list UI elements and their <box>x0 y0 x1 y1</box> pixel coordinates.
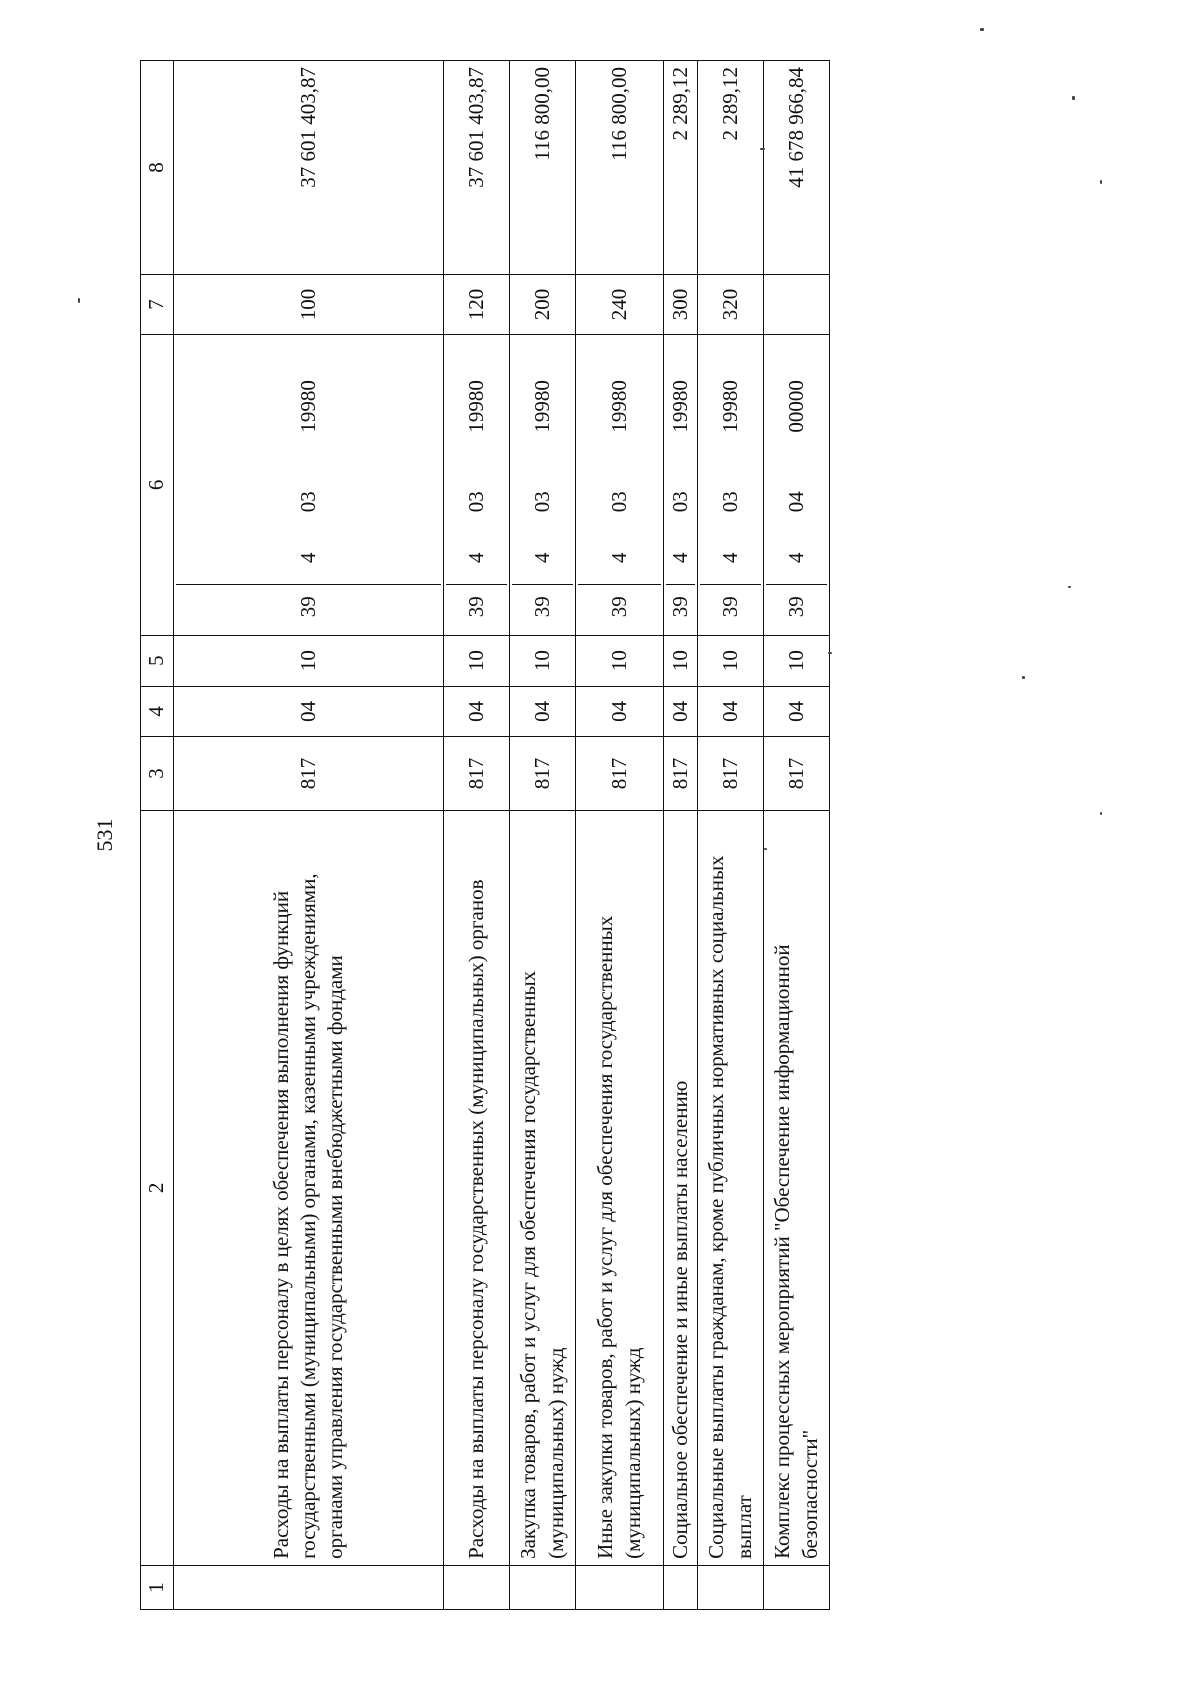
target-article-part: 4 <box>667 552 692 563</box>
scan-speck <box>1068 586 1071 588</box>
ministry-code-cell: 817 <box>510 737 576 811</box>
target-article-part: 19980 <box>463 380 488 433</box>
target-article-part: 39 <box>512 584 573 629</box>
target-article-part: 03 <box>717 491 742 513</box>
table-row <box>698 61 764 1610</box>
target-article-part: 19980 <box>667 380 692 433</box>
target-article-part: 39 <box>446 584 507 629</box>
amount-cell: 116 800,00 <box>510 61 576 275</box>
description-cell: Социальные выплаты гражданам, кроме публичных нормативных социальных выплат <box>698 810 764 1565</box>
target-article-part: 03 <box>529 491 554 513</box>
table-row <box>444 61 510 1610</box>
scan-speck <box>760 148 765 150</box>
target-article-part: 00000 <box>783 380 808 433</box>
header-cell: 8 <box>141 61 174 275</box>
description-cell: Расходы на выплаты персоналу государственных (муниципальных) органов <box>444 810 510 1565</box>
scan-speck <box>1072 96 1075 100</box>
description-cell: Социальное обеспечение и иные выплаты населению <box>664 810 698 1565</box>
description-cell: Комплекс процессных мероприятий "Обеспечение информационной безопасности" <box>764 810 830 1565</box>
scan-speck <box>980 28 984 31</box>
target-article-cell <box>510 335 576 636</box>
expense-type-cell: 240 <box>576 274 664 334</box>
target-article-part: 4 <box>529 552 554 563</box>
target-article-part: 4 <box>295 552 320 563</box>
section-code-cell: 04 <box>664 686 698 737</box>
table-row <box>664 61 698 1610</box>
row-index-cell <box>764 1565 830 1609</box>
amount-cell: 37 601 403,87 <box>444 61 510 275</box>
budget-table-rotated <box>140 60 822 1610</box>
description-cell: Расходы на выплаты персоналу в целях обеспечения выполнения функций государственными (муниципальными) органами, казенными учреждениями, органами управления государственными внебюджетными фондами <box>174 810 444 1565</box>
target-article-part: 19980 <box>717 380 742 433</box>
table-row <box>510 61 576 1610</box>
target-article-part: 39 <box>700 584 761 629</box>
target-article-cell <box>444 335 510 636</box>
target-article-part: 03 <box>463 491 488 513</box>
target-article-part: 39 <box>578 584 661 629</box>
target-article-part: 03 <box>667 491 692 513</box>
description-cell: Закупка товаров, работ и услуг для обеспечения государственных (муниципальных) нужд <box>510 810 576 1565</box>
row-index-cell <box>510 1565 576 1609</box>
target-article-part: 03 <box>606 491 631 513</box>
target-article-cell <box>576 335 664 636</box>
scan-speck <box>78 298 80 303</box>
row-index-cell <box>174 1565 444 1609</box>
ministry-code-cell: 817 <box>576 737 664 811</box>
amount-cell: 116 800,00 <box>576 61 664 275</box>
target-article-cell <box>698 335 764 636</box>
ministry-code-cell: 817 <box>664 737 698 811</box>
subsection-code-cell: 10 <box>664 635 698 686</box>
target-article-part: 03 <box>295 491 320 513</box>
expense-type-cell: 120 <box>444 274 510 334</box>
expense-type-cell: 200 <box>510 274 576 334</box>
budget-table <box>140 60 830 1610</box>
target-article-part: 39 <box>766 584 827 629</box>
expense-type-cell <box>764 274 830 334</box>
target-article-part: 04 <box>783 491 808 513</box>
section-code-cell: 04 <box>576 686 664 737</box>
table-row <box>764 61 830 1610</box>
row-index-cell <box>698 1565 764 1609</box>
table-header-row <box>141 61 174 1610</box>
target-article-part: 4 <box>783 552 808 563</box>
expense-type-cell: 100 <box>174 274 444 334</box>
scan-speck <box>828 652 832 654</box>
section-code-cell: 04 <box>698 686 764 737</box>
section-code-cell: 04 <box>764 686 830 737</box>
subsection-code-cell: 10 <box>174 635 444 686</box>
scan-speck <box>1022 676 1025 679</box>
section-code-cell: 04 <box>444 686 510 737</box>
subsection-code-cell: 10 <box>764 635 830 686</box>
target-article-part: 19980 <box>606 380 631 433</box>
scan-speck <box>1100 180 1102 184</box>
amount-cell: 41 678 966,84 <box>764 61 830 275</box>
expense-type-cell: 320 <box>698 274 764 334</box>
target-article-part: 4 <box>717 552 742 563</box>
page-number: 531 <box>92 818 117 852</box>
table-row <box>576 61 664 1610</box>
amount-cell: 2 289,12 <box>698 61 764 275</box>
description-cell: Иные закупки товаров, работ и услуг для обеспечения государственных (муниципальных) нужд <box>576 810 664 1565</box>
section-code-cell: 04 <box>174 686 444 737</box>
amount-cell: 37 601 403,87 <box>174 61 444 275</box>
scan-speck <box>764 848 767 850</box>
row-index-cell <box>664 1565 698 1609</box>
target-article-cell <box>664 335 698 636</box>
ministry-code-cell: 817 <box>698 737 764 811</box>
ministry-code-cell: 817 <box>764 737 830 811</box>
target-article-part: 39 <box>666 584 695 629</box>
target-article-part: 39 <box>176 584 441 629</box>
subsection-code-cell: 10 <box>444 635 510 686</box>
ministry-code-cell: 817 <box>174 737 444 811</box>
header-cell: 1 <box>141 1565 174 1609</box>
scan-speck <box>1100 812 1102 815</box>
subsection-code-cell: 10 <box>510 635 576 686</box>
header-cell: 3 <box>141 737 174 811</box>
row-index-cell <box>576 1565 664 1609</box>
target-article-part: 19980 <box>295 380 320 433</box>
subsection-code-cell: 10 <box>576 635 664 686</box>
target-article-cell <box>174 335 444 636</box>
table-row <box>174 61 444 1610</box>
target-article-part: 4 <box>463 552 488 563</box>
section-code-cell: 04 <box>510 686 576 737</box>
ministry-code-cell: 817 <box>444 737 510 811</box>
row-index-cell <box>444 1565 510 1609</box>
subsection-code-cell: 10 <box>698 635 764 686</box>
target-article-part: 19980 <box>529 380 554 433</box>
expense-type-cell: 300 <box>664 274 698 334</box>
header-cell: 2 <box>141 810 174 1565</box>
header-cell: 7 <box>141 274 174 334</box>
target-article-cell <box>764 335 830 636</box>
header-cell: 5 <box>141 635 174 686</box>
header-cell: 4 <box>141 686 174 737</box>
target-article-part: 4 <box>606 552 631 563</box>
amount-cell: 2 289,12 <box>664 61 698 275</box>
header-cell: 6 <box>141 335 174 636</box>
